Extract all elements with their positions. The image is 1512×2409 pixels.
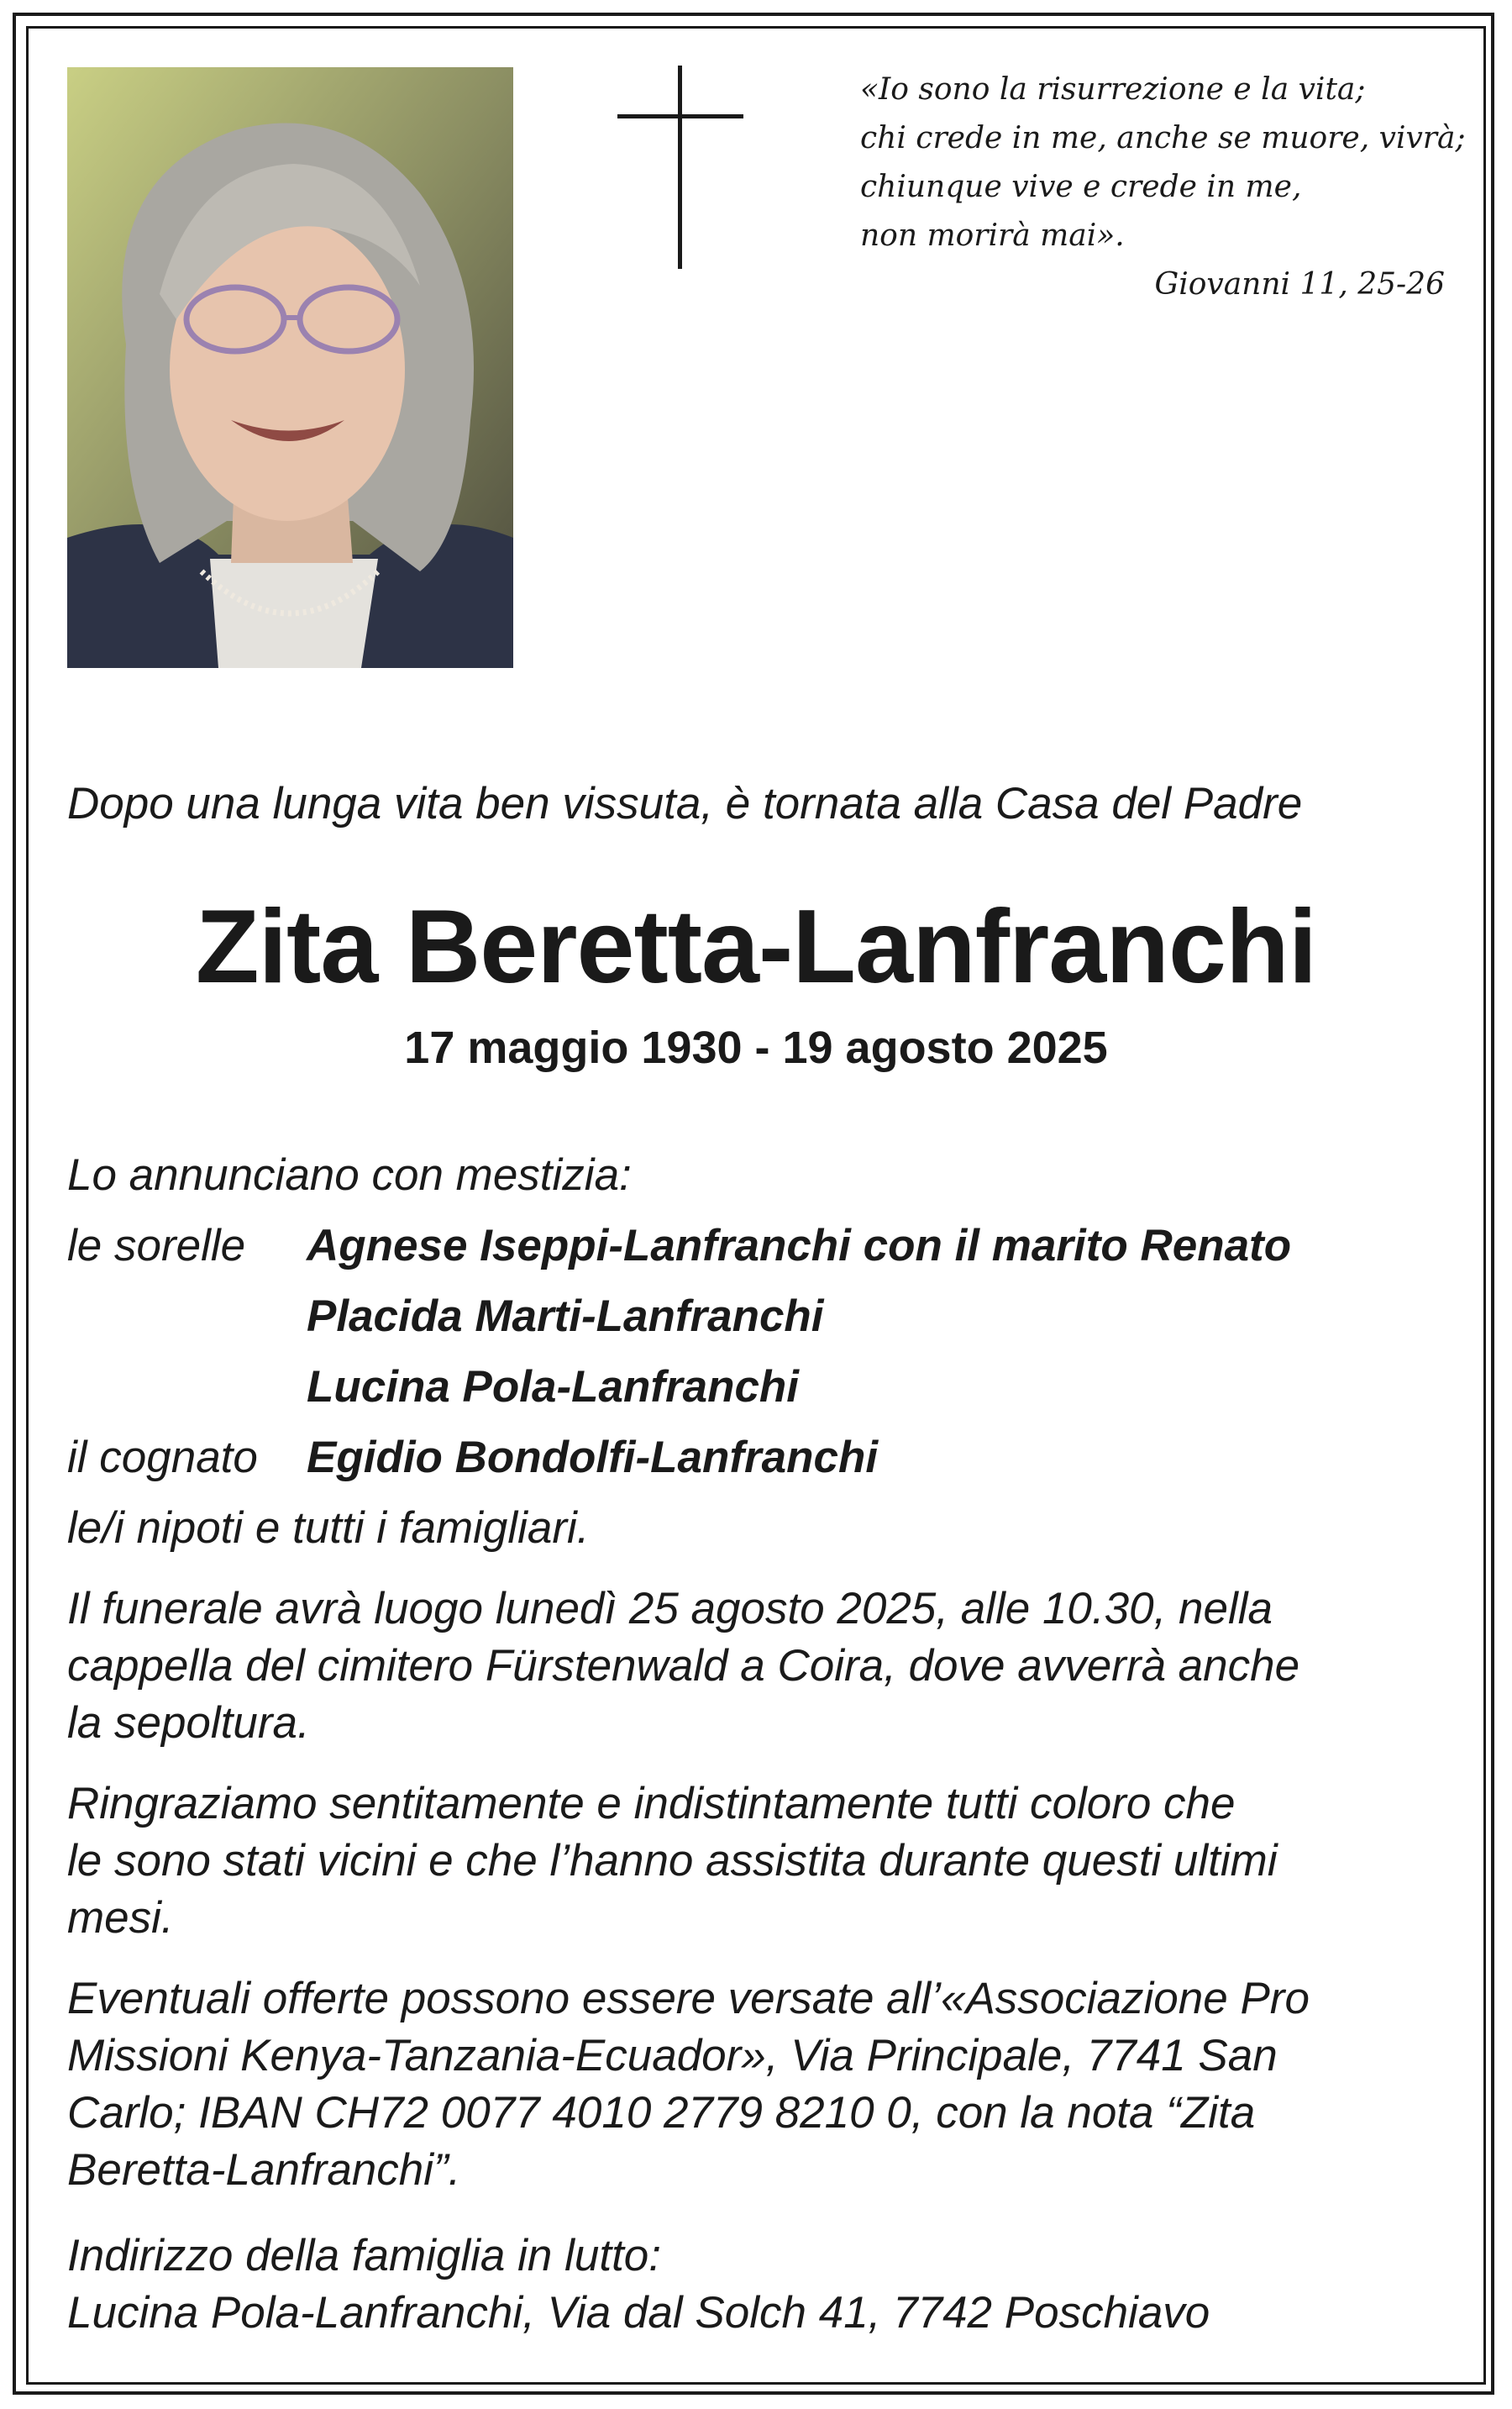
deceased-name: Zita Beretta-Lanfranchi <box>195 889 1317 1005</box>
paragraph-line: mesi. <box>67 1893 174 1943</box>
funeral-paragraph <box>67 1581 1445 1752</box>
family-member: Lucina Pola-Lanfranchi <box>307 1362 800 1412</box>
paragraph-line: Il funerale avrà luogo lunedì 25 agosto 2025, alle 10.30, nella <box>67 1584 1273 1633</box>
family-relation: le sorelle <box>67 1221 246 1270</box>
family-relation: il cognato <box>67 1433 258 1482</box>
family-row <box>67 1218 1445 1288</box>
announce-closing: le/i nipoti e tutti i famigliari. <box>67 1503 590 1553</box>
paragraph-line: Lucina Pola-Lanfranchi, Via dal Solch 41, 7742 Poschiavo <box>67 2288 1210 2338</box>
paragraph-line: cappella del cimitero Fürstenwald a Coira, dove avverrà anche <box>67 1641 1300 1691</box>
portrait-photo <box>67 67 513 668</box>
quote-line: non morirà mai». <box>860 218 1125 253</box>
quote-line: chiunque vive e crede in me, <box>860 170 1302 204</box>
paragraph-line: la sepoltura. <box>67 1698 310 1748</box>
paragraph-line: Indirizzo della famiglia in lutto: <box>67 2231 662 2280</box>
intro-text: Dopo una lunga vita ben vissuta, è tornata alla Casa del Padre <box>67 779 1303 828</box>
announcement <box>67 1147 1445 1570</box>
paragraph-line: Carlo; IBAN CH72 0077 4010 2779 8210 0, con la nota “Zita <box>67 2088 1256 2138</box>
address-paragraph <box>67 2228 1445 2342</box>
announce-heading: Lo annunciano con mestizia: <box>67 1150 632 1200</box>
paragraph-line: Beretta-Lanfranchi”. <box>67 2145 461 2195</box>
family-row <box>67 1359 1445 1429</box>
paragraph-line: le sono stati vicini e che l’hanno assistita durante questi ultimi <box>67 1836 1278 1886</box>
paragraph-line: Ringraziamo sentitamente e indistintamente tutti coloro che <box>67 1779 1236 1828</box>
family-member: Egidio Bondolfi-Lanfranchi <box>307 1433 879 1482</box>
paragraph-line: Eventuali offerte possono essere versate all’«Associazione Pro <box>67 1974 1310 2023</box>
family-member: Placida Marti-Lanfranchi <box>307 1291 824 1341</box>
paragraph-line: Missioni Kenya-Tanzania-Ecuador», Via Principale, 7741 San <box>67 2031 1278 2080</box>
bible-quote <box>860 66 1466 302</box>
life-dates: 17 maggio 1930 - 19 agosto 2025 <box>404 1023 1108 1073</box>
thanks-paragraph <box>67 1775 1445 1947</box>
donation-paragraph <box>67 1970 1445 2199</box>
quote-reference: Giovanni 11, 25-26 <box>1154 267 1445 302</box>
announce-heading-row <box>67 1147 1445 1218</box>
announce-closing-row <box>67 1500 1445 1570</box>
family-row <box>67 1429 1445 1500</box>
latin-cross-icon <box>617 66 743 269</box>
quote-line: chi crede in me, anche se muore, vivrà; <box>860 121 1466 155</box>
family-row <box>67 1288 1445 1359</box>
family-member: Agnese Iseppi-Lanfranchi con il marito Renato <box>307 1221 1292 1270</box>
quote-line: «Io sono la risurrezione e la vita; <box>860 72 1366 107</box>
